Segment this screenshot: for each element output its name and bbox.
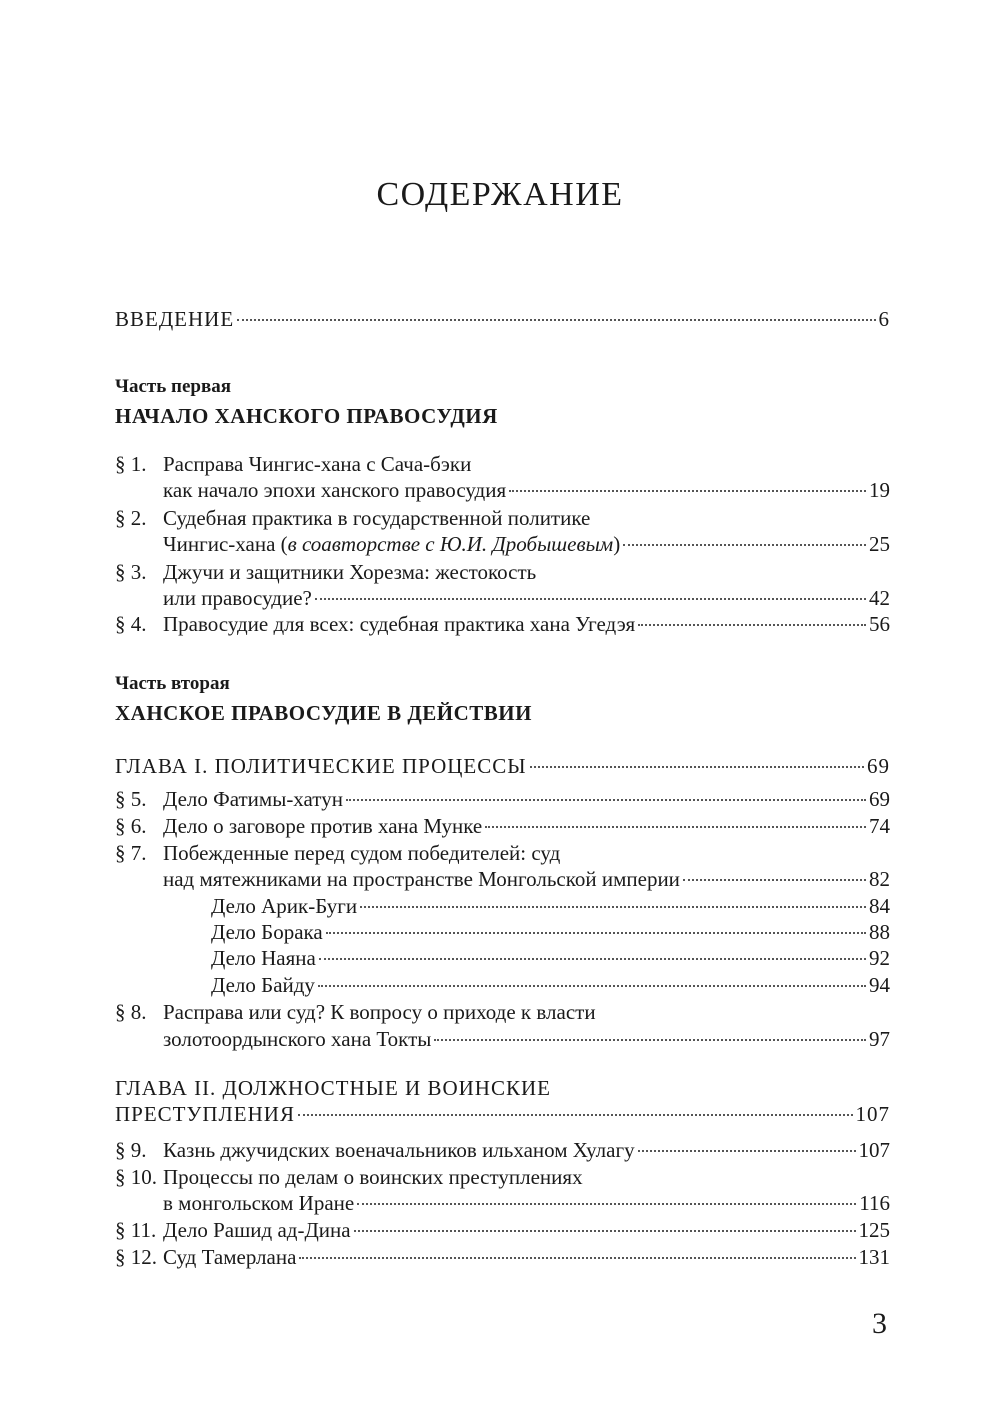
- page-number: 3: [872, 1307, 887, 1340]
- toc-entry-s3-cont[interactable]: [115, 585, 890, 611]
- toc-entry-text: Дело Борака: [211, 920, 323, 944]
- toc-entry-text: Процессы по делам о воинских преступлениях: [163, 1165, 583, 1189]
- dot-leader: [683, 879, 866, 881]
- page-title: СОДЕРЖАНИЕ: [376, 176, 624, 213]
- dot-leader: [326, 932, 866, 934]
- dot-leader: [357, 1203, 856, 1205]
- toc-entry-s1[interactable]: [115, 451, 471, 477]
- toc-entry-text: Судебная практика в государственной политике: [163, 506, 591, 530]
- section-number: § 3.: [115, 560, 147, 584]
- toc-page-number: 131: [858, 1245, 890, 1269]
- section-number: § 7.: [115, 841, 147, 865]
- toc-entry-text: § 6. Дело о заговоре против хана Мунке: [115, 814, 483, 838]
- toc-entry-s5[interactable]: [115, 786, 890, 812]
- toc-entry-text: или правосудие?: [163, 586, 312, 610]
- part-label: Часть первая: [115, 376, 231, 397]
- toc-entry-s8[interactable]: [115, 999, 596, 1025]
- toc-entry-s3[interactable]: [115, 559, 536, 585]
- toc-page-number: 97: [869, 1027, 890, 1051]
- dot-leader: [346, 799, 866, 801]
- toc-subentry-borak[interactable]: [115, 919, 890, 945]
- dot-leader: [360, 906, 866, 908]
- toc-entry-text: § 9. Казнь джучидских военачальников ильханом Хулагу: [115, 1138, 635, 1162]
- section-number: § 8.: [115, 1000, 147, 1024]
- toc-entry-intro[interactable]: [115, 306, 890, 332]
- toc-entry-text: Побежденные перед судом победителей: суд: [163, 841, 561, 865]
- toc-subentry-nayan[interactable]: [115, 945, 890, 971]
- toc-page-number: 88: [869, 920, 890, 944]
- section-number: § 6.: [115, 814, 147, 838]
- toc-entry-text: § 12. Суд Тамерлана: [115, 1245, 297, 1269]
- dot-leader: [319, 958, 866, 960]
- toc-entry-text: Чингис-хана (в соавторстве с Ю.И. Дробышевым): [163, 532, 621, 556]
- dot-leader: [298, 1114, 853, 1116]
- coauthor-note: в соавторстве с Ю.И. Дробышевым: [287, 532, 614, 556]
- toc-page-number: 19: [869, 478, 890, 502]
- part-title: ХАНСКОЕ ПРАВОСУДИЕ В ДЕЙСТВИИ: [115, 701, 532, 725]
- dot-leader: [530, 766, 864, 768]
- part-title: НАЧАЛО ХАНСКОГО ПРАВОСУДИЯ: [115, 404, 498, 428]
- toc-entry-s10[interactable]: [115, 1164, 583, 1190]
- toc-page-number: 107: [855, 1102, 890, 1126]
- toc-entry-text: § 5. Дело Фатимы-хатун: [115, 787, 343, 811]
- toc-page-number: 6: [878, 307, 890, 331]
- part-label: Часть вторая: [115, 673, 230, 694]
- section-number: § 5.: [115, 787, 147, 811]
- toc-entry-text: золотоордынского хана Токты: [163, 1027, 432, 1051]
- section-number: § 4.: [115, 612, 147, 636]
- toc-page-number: 82: [869, 867, 890, 891]
- dot-leader: [237, 319, 875, 321]
- section-number: § 11.: [115, 1218, 157, 1242]
- toc-page-number: 116: [859, 1191, 890, 1215]
- toc-entry-s4[interactable]: [115, 611, 890, 637]
- toc-entry-text: § 11. Дело Рашид ад-Дина: [115, 1218, 351, 1242]
- toc-entry-text: § 4. Правосудие для всех: судебная практика хана Угедэя: [115, 612, 636, 636]
- dot-leader: [485, 826, 866, 828]
- toc-entry-label: ВВЕДЕНИЕ: [115, 307, 235, 331]
- toc-page-number: 69: [867, 754, 890, 778]
- toc-entry-text: Джучи и защитники Хорезма: жестокость: [163, 560, 537, 584]
- toc-entry-text: Расправа Чингис-хана с Сача-бэки: [163, 452, 472, 476]
- dot-leader: [638, 624, 866, 626]
- toc-entry-chapter-1[interactable]: [115, 753, 890, 779]
- chapter-title: ГЛАВА I. ПОЛИТИЧЕСКИЕ ПРОЦЕССЫ: [115, 754, 527, 778]
- section-number: § 2.: [115, 506, 147, 530]
- dot-leader: [434, 1039, 866, 1041]
- toc-entry-text: Дело Арик-Буги: [211, 894, 358, 918]
- toc-page-number: 69: [869, 787, 890, 811]
- toc-page-number: 56: [869, 612, 890, 636]
- dot-leader: [354, 1230, 856, 1232]
- toc-entry-s12[interactable]: [115, 1244, 890, 1270]
- section-number: § 1.: [115, 452, 147, 476]
- dot-leader: [315, 598, 866, 600]
- section-number: § 12.: [115, 1245, 157, 1269]
- toc-page-number: 94: [869, 973, 890, 997]
- toc-entry-s2-cont[interactable]: [115, 531, 890, 557]
- dot-leader: [638, 1150, 856, 1152]
- toc-entry-s11[interactable]: [115, 1217, 890, 1243]
- toc-entry-text: Дело Байду: [211, 973, 315, 997]
- toc-entry-s6[interactable]: [115, 813, 890, 839]
- toc-entry-s8-cont[interactable]: [115, 1026, 890, 1052]
- toc-entry-s7[interactable]: [115, 840, 560, 866]
- toc-page-number: 92: [869, 946, 890, 970]
- toc-entry-s2[interactable]: [115, 505, 590, 531]
- toc-entry-s7-cont[interactable]: [115, 866, 890, 892]
- dot-leader: [299, 1257, 855, 1259]
- toc-entry-s9[interactable]: [115, 1137, 890, 1163]
- toc-entry-text: Расправа или суд? К вопросу о приходе к власти: [163, 1000, 596, 1024]
- toc-subentry-arik-buga[interactable]: [115, 893, 890, 919]
- toc-entry-chapter-2[interactable]: [115, 1101, 890, 1127]
- toc-entry-s1-cont[interactable]: [115, 477, 890, 503]
- toc-page-number: 25: [869, 532, 890, 556]
- dot-leader: [318, 985, 866, 987]
- toc-page-number: 74: [869, 814, 890, 838]
- toc-page-number: 42: [869, 586, 890, 610]
- toc-entry-text: над мятежниками на пространстве Монгольской империи: [163, 867, 680, 891]
- toc-entry-text: Дело Наяна: [211, 946, 316, 970]
- chapter-title: ГЛАВА II. ДОЛЖНОСТНЫЕ И ВОИНСКИЕ: [115, 1076, 551, 1100]
- dot-leader: [509, 490, 866, 492]
- section-number: § 9.: [115, 1138, 147, 1162]
- toc-entry-text: как начало эпохи ханского правосудия: [163, 478, 507, 502]
- toc-page-number: 84: [869, 894, 890, 918]
- toc-subentry-baydu[interactable]: [115, 972, 890, 998]
- toc-page-number: 107: [858, 1138, 890, 1162]
- dot-leader: [623, 544, 866, 546]
- toc-entry-s10-cont[interactable]: [115, 1190, 890, 1216]
- toc-page-number: 125: [858, 1218, 890, 1242]
- toc-entry-text: в монгольском Иране: [163, 1191, 355, 1215]
- chapter-title: ПРЕСТУПЛЕНИЯ: [115, 1102, 295, 1126]
- section-number: § 10.: [115, 1165, 157, 1189]
